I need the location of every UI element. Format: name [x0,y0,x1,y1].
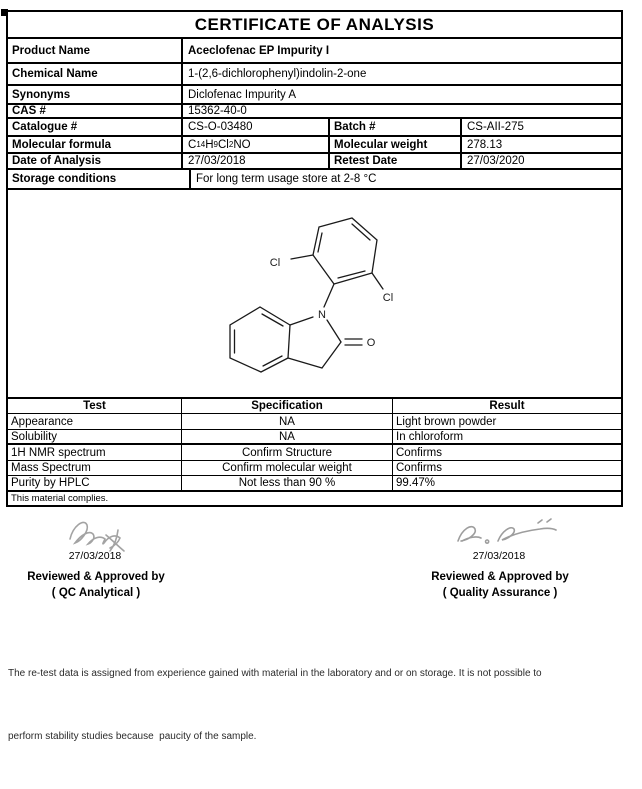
disclaimer-line: The re-test data is assigned from experience gained with material in the laboratory and or on storage. It is not possible to [8,668,542,679]
qc-approval-block [11,570,181,601]
table-row [8,64,621,86]
approval-dept: ( QC Analytical ) [51,586,141,599]
field-label: Catalogue # [8,119,183,135]
column-header: Test [8,399,182,413]
test-result: Confirms [396,446,443,459]
test-result: Light brown powder [396,415,497,428]
field-label: Molecular weight [330,137,462,152]
test-name: Mass Spectrum [8,461,182,475]
retest-disclaimer [8,621,633,789]
test-table-row [8,430,621,445]
retest-date-value: 27/03/2020 [467,155,525,167]
approval-line: Reviewed & Approved by [27,571,165,583]
catalogue-value: CS-O-03480 [183,119,330,135]
batch-value: CS-AII-275 [467,121,524,133]
test-specification: Confirm Structure [182,445,393,460]
table-row [8,154,621,170]
molecular-formula-value: C 14 H 9 Cl 2 NO [183,137,330,152]
qa-sign-date: 27/03/2018 [472,550,526,562]
test-result: In chloroform [396,430,464,443]
page-title: CERTIFICATE OF ANALYSIS [194,14,435,34]
field-label: Synonyms [8,86,183,103]
cl-atom-label: Cl [269,257,281,269]
test-name: 1H NMR spectrum [8,445,182,460]
field-label: Molecular formula [8,137,183,152]
qc-sign-date: 27/03/2018 [68,550,122,562]
n-atom-label: N [318,309,326,321]
test-table-row [8,445,621,461]
test-table-header-row [8,399,621,414]
column-header: Specification [182,399,393,413]
field-label: CAS # [8,105,183,117]
column-header: Result [489,400,525,412]
field-label: Chemical Name [8,64,183,84]
analysis-date-value: 27/03/2018 [183,154,330,168]
test-name: Appearance [8,414,182,429]
table-row [8,119,621,137]
disclaimer-line: perform stability studies because paucity of the sample. [8,731,257,742]
chemical-structure-cell [8,190,621,399]
table-row [8,86,621,105]
test-specification: Confirm molecular weight [182,461,393,475]
test-specification: NA [182,430,393,443]
table-row [8,170,621,190]
product-name-value: Aceclofenac EP Impurity I [188,44,330,57]
qa-approval-block [415,570,585,601]
storage-value: For long term usage store at 2-8 °C [196,173,377,185]
o-atom-label: O [366,337,376,349]
test-specification: Not less than 90 % [182,476,393,490]
title-row [8,12,621,39]
field-label: Storage conditions [8,170,191,188]
cas-value: 15362-40-0 [188,105,247,117]
chemical-structure-icon [8,190,618,397]
approval-dept: ( Quality Assurance ) [442,586,558,599]
molecular-weight-value: 278.13 [467,138,503,151]
test-specification: NA [182,414,393,429]
test-table-row [8,414,621,430]
field-label: Retest Date [330,154,462,168]
field-label: Date of Analysis [8,154,183,168]
cl-atom-label: Cl [382,292,394,304]
qc-signature-icon [60,515,144,555]
test-table-row [8,461,621,476]
compliance-statement: This material complies. [11,493,109,504]
test-result: Confirms [396,462,443,474]
field-label: Batch # [330,119,462,135]
qa-signature-icon [450,515,565,550]
approval-line: Reviewed & Approved by [431,571,569,583]
synonyms-value: Diclofenac Impurity A [188,88,297,101]
chemical-name-value: 1-(2,6-dichlorophenyl)indolin-2-one [188,68,367,80]
table-row [8,39,621,64]
test-result: 99.47% [396,477,436,489]
test-table-row [8,476,621,492]
test-name: Solubility [8,430,182,443]
table-row [8,137,621,154]
test-name: Purity by HPLC [8,476,182,490]
certificate-table [6,10,623,507]
field-label: Product Name [8,39,183,62]
table-row [8,105,621,119]
